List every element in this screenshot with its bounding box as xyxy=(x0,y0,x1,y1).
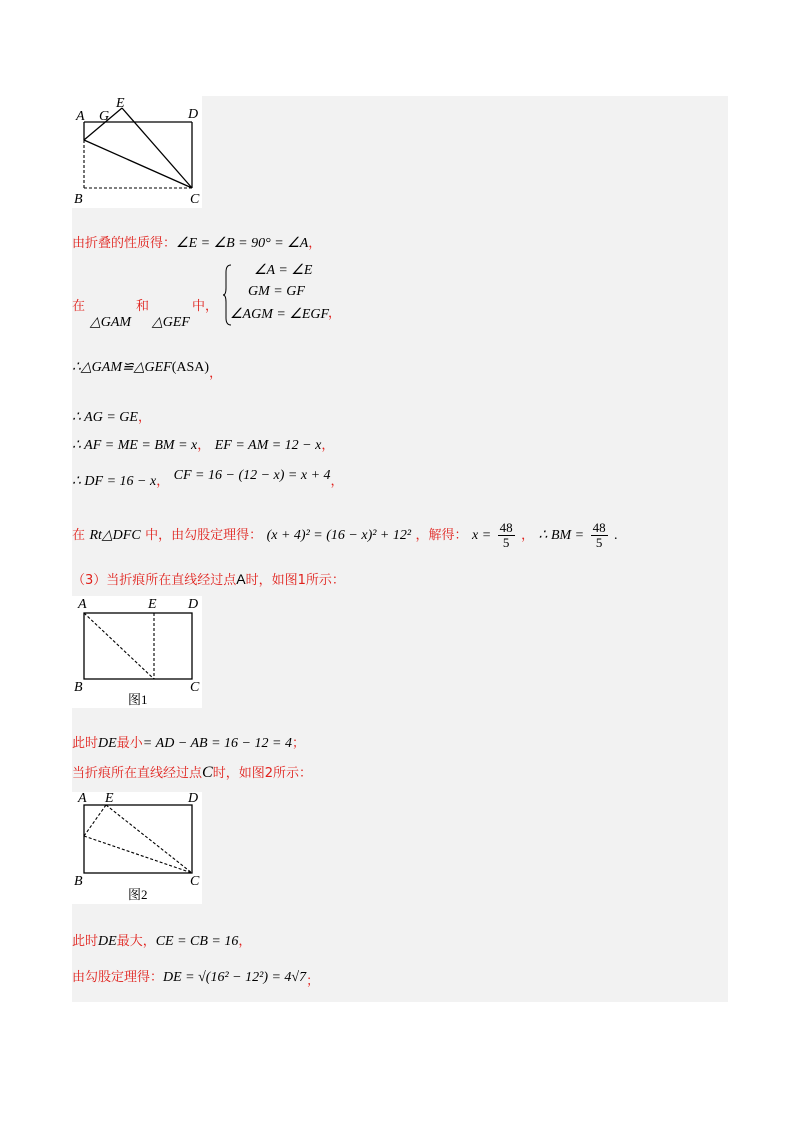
line-right-triangle: 在 Rt△DFC 中，由勾股定理得： (x + 4)² = (16 − x)² + 12² ，解得： x = $\frac{48}{5}$ ， ∴ BM = $\frac{48}{5}$ . xyxy=(72,519,618,550)
system-eq-1: ∠A = ∠E xyxy=(254,263,313,278)
edge-ec xyxy=(122,108,192,188)
label-b: B xyxy=(74,680,83,695)
dashed-ec xyxy=(106,805,192,873)
fraction-x: $\frac{48}{5}$ xyxy=(499,519,513,550)
figure-fold-through-c xyxy=(72,792,202,904)
line-through-c: 当折痕所在直线经过点C时，如图2所示： xyxy=(72,764,312,781)
label-d: D xyxy=(188,792,199,806)
line-part-3: （3）当折痕所在直线经过点A时，如图1所示： xyxy=(72,571,345,588)
figure-fold-through-a xyxy=(72,596,202,708)
system-punct: ， xyxy=(328,306,342,321)
system-eq-3: ∠AGM = ∠EGF xyxy=(230,307,330,322)
label-b: B xyxy=(74,192,83,207)
label-d: D xyxy=(188,597,199,612)
figure-2-svg xyxy=(72,596,202,708)
figure-3-svg xyxy=(72,792,202,904)
label-b: B xyxy=(74,874,83,889)
line-af-me: ∴ AF = ME = BM = x， EF = AM = 12 − x， xyxy=(72,438,335,453)
label-c: C xyxy=(190,192,200,207)
line-df-cf: ∴ DF = 16 − x， CF = 16 − (12 − x) = x + 4， xyxy=(72,468,344,489)
label-c: C xyxy=(190,874,200,889)
caption-figure-1: 图1 xyxy=(128,692,148,707)
line-fold-property: 由折叠的性质得：∠E = ∠B = 90° = ∠A， xyxy=(72,236,322,251)
figure-1-svg xyxy=(72,96,202,208)
rectangle-abcd xyxy=(84,805,192,873)
label-d: D xyxy=(188,107,199,122)
label-a: A xyxy=(78,792,87,806)
line-min-de: 此时DE最小= AD − AB = 16 − 12 = 4； xyxy=(72,736,305,751)
line-congruent: ∴△GAM≌△GEF(ASA)， xyxy=(72,360,223,381)
fold-line-mc xyxy=(84,140,192,188)
line-pythagoras: 由勾股定理得：DE = √(16² − 12²) = 4√7； xyxy=(72,970,320,989)
equation-system xyxy=(222,262,332,328)
dashed-fold-to-c xyxy=(84,836,192,873)
label-e: E xyxy=(105,792,114,806)
label-a: A xyxy=(78,597,87,612)
system-eq-2: GM = GF xyxy=(248,284,305,299)
rectangle-abcd xyxy=(84,613,192,679)
solution-panel xyxy=(72,96,728,1002)
label-a: A xyxy=(76,109,85,124)
figure-folded-rectangle xyxy=(72,96,202,208)
caption-figure-2: 图2 xyxy=(128,887,148,902)
label-g: G xyxy=(99,109,110,124)
fraction-bm: $\frac{48}{5}$ xyxy=(592,519,606,550)
label-e: E xyxy=(116,96,125,111)
label-c: C xyxy=(190,680,200,695)
line-max-de: 此时DE最大，CE = CB = 16， xyxy=(72,934,252,949)
dashed-e-to-side xyxy=(84,805,106,836)
dashed-fold-from-a xyxy=(84,613,154,679)
line-ag-ge: ∴ AG = GE， xyxy=(72,410,151,425)
label-e: E xyxy=(148,597,157,612)
line-in-triangles: 在 △GAM 和 △GEF 中， xyxy=(72,299,219,330)
